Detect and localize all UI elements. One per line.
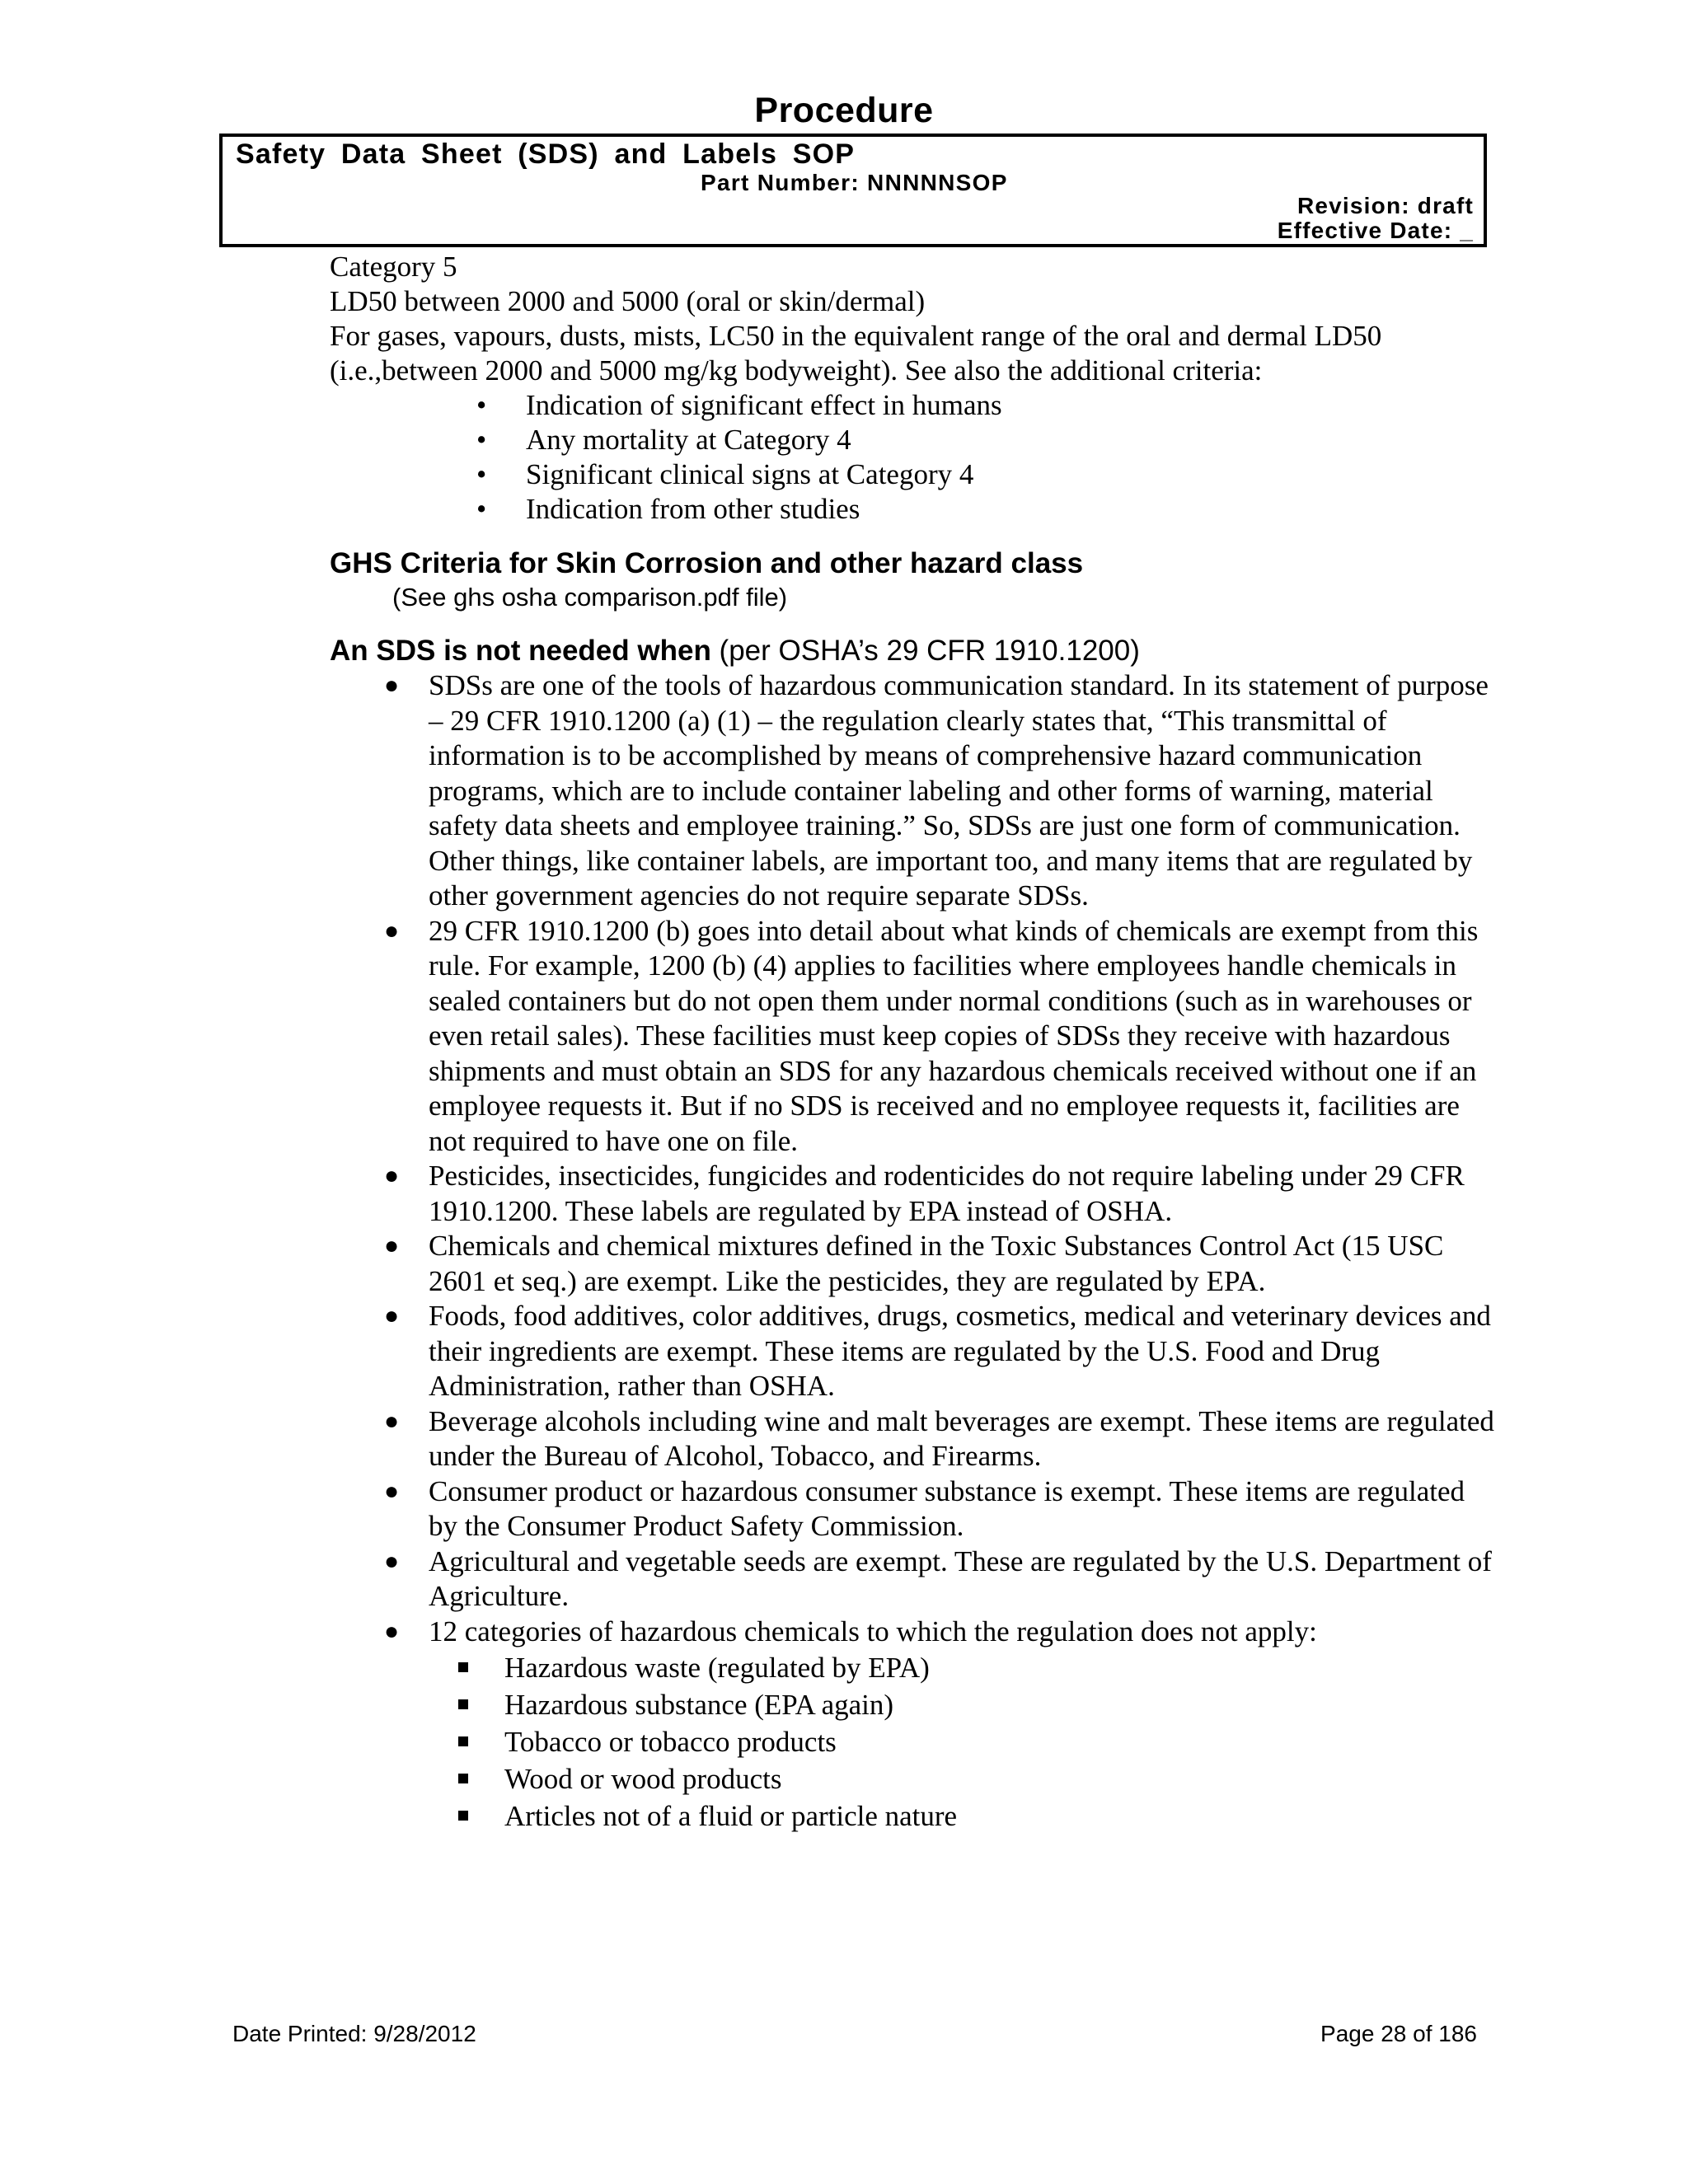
list-item-text: Articles not of a fluid or particle nature — [504, 1800, 958, 1832]
bullet-icon: ● — [384, 1617, 400, 1645]
bullet-icon: ● — [384, 1407, 400, 1435]
list-item-text: Indication of significant effect in humans — [526, 389, 1002, 421]
header-box — [219, 134, 1487, 247]
ghs-note: (See ghs osha comparison.pdf file) — [392, 583, 788, 612]
gases-line-2: (i.e.,between 2000 and 5000 mg/kg bodyweight). See also the additional criteria: — [330, 354, 1263, 387]
square-bullet-icon — [458, 1774, 468, 1783]
list-item — [330, 457, 1500, 492]
list-item — [330, 423, 1500, 457]
list-item — [330, 1615, 1500, 1835]
list-item-text: Beverage alcohols including wine and malt beverages are exempt. These items are regulated under the Bureau of Alcohol, Tobacco, and Firearms. — [429, 1404, 1494, 1472]
hazard-category-sublist — [429, 1649, 1500, 1835]
square-bullet-icon — [458, 1662, 468, 1672]
list-item-text: Wood or wood products — [504, 1763, 782, 1795]
square-bullet-icon — [458, 1811, 468, 1821]
effective-date: Effective Date: _ — [1277, 218, 1474, 243]
list-item-text: Tobacco or tobacco products — [504, 1726, 837, 1758]
list-item-text: Consumer product or hazardous consumer substance is exempt. These items are regulated by the Consumer Product Safety Commission. — [429, 1474, 1465, 1542]
criteria-list — [330, 388, 1500, 527]
bullet-icon: ● — [384, 672, 400, 699]
list-item-text: 29 CFR 1910.1200 (b) goes into detail about what kinds of chemicals are exempt from this rule. For example, 1200 (b) (4) applies to facilities where employees handle chemicals in sealed containers but do not open them under normal conditions (such as in warehouses or even retail sales). These facilities must keep copies of SDSs they receive with hazardous shipments and must obtain an SDS for any hazardous chemicals received without one if an employee requests it. But if no SDS is received and no employee requests it, facilities are not required to have one on file. — [429, 914, 1479, 1157]
list-item — [330, 1159, 1500, 1229]
bullet-icon: ● — [384, 1477, 400, 1505]
sds-heading — [330, 634, 1500, 668]
page-content — [330, 250, 1500, 1835]
list-item-text: SDSs are one of the tools of hazardous communication standard. In its statement of purpose – 29 CFR 1910.1200 (a) (1) – the regulation clearly states that, “This transmittal of information is to be accomplished by means of comprehensive hazard communication programs, which are to include container labeling and other forms of warning, material safety data sheets and employee training.” So, SDSs are just one form of communication. Other things, like container labels, are important too, and many items that are regulated by other government agencies do not require separate SDSs. — [429, 669, 1489, 912]
bullet-icon: • — [476, 424, 487, 456]
list-item — [330, 914, 1500, 1160]
square-bullet-icon — [458, 1699, 468, 1709]
gases-line-1: For gases, vapours, dusts, mists, LC50 in the equivalent range of the oral and dermal LD50 — [330, 320, 1382, 352]
bullet-icon: • — [476, 493, 487, 525]
bullet-icon: ● — [384, 916, 400, 944]
bullet-icon: ● — [384, 1547, 400, 1575]
sds-heading-bold: An SDS is not needed when — [330, 635, 711, 667]
list-item — [330, 1474, 1500, 1544]
sop-title: Safety Data Sheet (SDS) and Labels SOP — [236, 138, 856, 170]
list-item-text: Indication from other studies — [526, 493, 860, 525]
list-item — [330, 1544, 1500, 1615]
list-item-text: Agricultural and vegetable seeds are exempt. These are regulated by the U.S. Department of Agriculture. — [429, 1544, 1492, 1612]
list-item-text: Hazardous waste (regulated by EPA) — [504, 1652, 930, 1684]
list-item — [429, 1797, 1500, 1835]
bullet-icon: • — [476, 458, 487, 490]
square-bullet-icon — [458, 1736, 468, 1746]
list-item — [429, 1649, 1500, 1686]
revision: Revision: draft — [1296, 193, 1474, 218]
footer-date-printed: Date Printed: 9/28/2012 — [232, 2021, 476, 2046]
list-item — [429, 1760, 1500, 1797]
list-item-text: Chemicals and chemical mixtures defined in the Toxic Substances Control Act (15 USC 2601 et seq.) are exempt. Like the pesticides, they are regulated by EPA. — [429, 1230, 1444, 1297]
bullet-icon: ● — [384, 1302, 400, 1329]
list-item — [429, 1723, 1500, 1760]
bullet-icon: • — [476, 389, 487, 421]
list-item — [429, 1686, 1500, 1723]
part-number: Part Number: NNNNNSOP — [701, 170, 1008, 195]
category-heading: Category 5 — [330, 251, 457, 283]
list-item-text: Foods, food additives, color additives, drugs, cosmetics, medical and veterinary devices and their ingredients are exempt. These items are regulated by the U.S. Food and Drug Administration, rather than OSHA. — [429, 1300, 1491, 1402]
list-item — [330, 1299, 1500, 1404]
sds-heading-reference: (per OSHA’s 29 CFR 1910.1200) — [710, 635, 1140, 667]
document-type-title: Procedure — [754, 91, 934, 130]
list-item-text: Any mortality at Category 4 — [526, 424, 851, 456]
list-item — [330, 388, 1500, 423]
sds-exemption-list — [330, 668, 1500, 1835]
list-item-text: Hazardous substance (EPA again) — [504, 1689, 894, 1721]
ghs-heading: GHS Criteria for Skin Corrosion and other hazard class — [330, 547, 1084, 579]
list-item-text: 12 categories of hazardous chemicals to which the regulation does not apply: — [429, 1615, 1317, 1647]
bullet-icon: ● — [384, 1162, 400, 1189]
bullet-icon: ● — [384, 1232, 400, 1259]
list-item-text: Pesticides, insecticides, fungicides and rodenticides do not require labeling under 29 CFR 1910.1200. These labels are regulated by EPA instead of OSHA. — [429, 1160, 1465, 1227]
list-item — [330, 1404, 1500, 1474]
list-item-text: Significant clinical signs at Category 4 — [526, 458, 974, 490]
footer-page-number: Page 28 of 186 — [1320, 2021, 1477, 2046]
list-item — [330, 492, 1500, 527]
list-item — [330, 1229, 1500, 1299]
ld50-line: LD50 between 2000 and 5000 (oral or skin/dermal) — [330, 285, 926, 317]
list-item — [330, 668, 1500, 914]
